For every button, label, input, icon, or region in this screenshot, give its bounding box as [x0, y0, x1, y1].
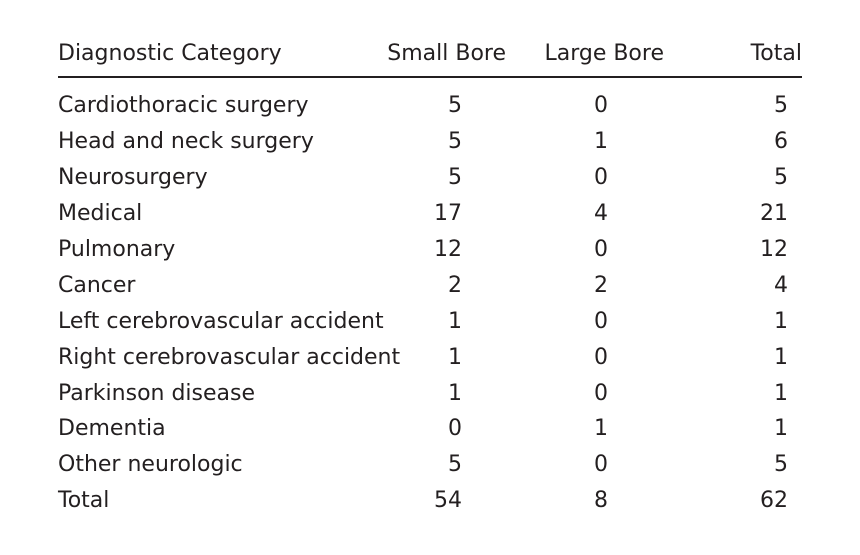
cell-small-bore: 17 — [434, 201, 462, 227]
cell-category: Dementia — [58, 416, 166, 442]
cell-large-bore: 0 — [594, 165, 608, 191]
cell-total: 62 — [760, 488, 788, 514]
table-row — [58, 375, 802, 411]
cell-small-bore: 0 — [448, 416, 462, 442]
cell-small-bore: 1 — [448, 308, 462, 334]
table-row — [58, 196, 802, 232]
cell-total: 1 — [774, 344, 788, 370]
table-row — [58, 232, 802, 268]
cell-category: Pulmonary — [58, 237, 176, 262]
cell-total: 5 — [774, 165, 788, 191]
table-row — [58, 483, 802, 519]
cell-small-bore: 2 — [448, 272, 462, 298]
cell-category: Other neurologic — [58, 452, 243, 478]
cell-total: 5 — [774, 452, 788, 478]
cell-large-bore: 0 — [594, 308, 608, 334]
table-row — [58, 447, 802, 483]
cell-category: Total — [58, 488, 110, 514]
cell-small-bore: 54 — [434, 488, 462, 514]
cell-total: 21 — [760, 201, 788, 227]
cell-category: Medical — [58, 201, 143, 227]
cell-small-bore: 12 — [434, 237, 462, 262]
cell-category: Cardiothoracic surgery — [58, 93, 309, 119]
cell-small-bore: 1 — [448, 380, 462, 406]
table-row — [58, 303, 802, 339]
cell-total: 12 — [760, 237, 788, 262]
cell-small-bore: 5 — [448, 452, 462, 478]
cell-large-bore: 0 — [594, 380, 608, 406]
diagnostic-category-table — [58, 30, 802, 519]
cell-category: Right cerebrovascular accident — [58, 344, 401, 370]
table-body — [58, 77, 802, 519]
header-row — [58, 30, 802, 77]
cell-large-bore: 0 — [594, 93, 608, 119]
cell-small-bore: 5 — [448, 129, 462, 155]
diagnostic-category-table-container — [58, 30, 802, 519]
column-header-large-bore: Large Bore — [506, 30, 664, 77]
column-header-total: Total — [664, 30, 802, 77]
cell-small-bore: 5 — [448, 93, 462, 119]
table-row — [58, 339, 802, 375]
table-row — [58, 77, 802, 124]
cell-large-bore: 1 — [594, 129, 608, 155]
cell-category: Neurosurgery — [58, 165, 208, 191]
cell-large-bore: 2 — [594, 272, 608, 298]
cell-category: Parkinson disease — [58, 380, 256, 406]
cell-large-bore: 0 — [594, 344, 608, 370]
table-row — [58, 267, 802, 303]
cell-total: 5 — [774, 93, 788, 119]
column-header-small-bore: Small Bore — [358, 30, 506, 77]
cell-category: Cancer — [58, 272, 136, 298]
table-row — [58, 411, 802, 447]
cell-category: Left cerebrovascular accident — [58, 308, 384, 334]
cell-category: Head and neck surgery — [58, 129, 314, 155]
table-header — [58, 30, 802, 77]
cell-small-bore: 5 — [448, 165, 462, 191]
table-row — [58, 160, 802, 196]
column-header-category: Diagnostic Category — [58, 30, 358, 77]
cell-total: 6 — [774, 129, 788, 155]
cell-large-bore: 0 — [594, 237, 608, 262]
cell-large-bore: 8 — [594, 488, 608, 514]
cell-large-bore: 1 — [594, 416, 608, 442]
cell-total: 1 — [774, 416, 788, 442]
cell-small-bore: 1 — [448, 344, 462, 370]
cell-total: 1 — [774, 308, 788, 334]
cell-total: 4 — [774, 272, 788, 298]
cell-large-bore: 4 — [594, 201, 608, 227]
table-row — [58, 124, 802, 160]
cell-large-bore: 0 — [594, 452, 608, 478]
cell-total: 1 — [774, 380, 788, 406]
